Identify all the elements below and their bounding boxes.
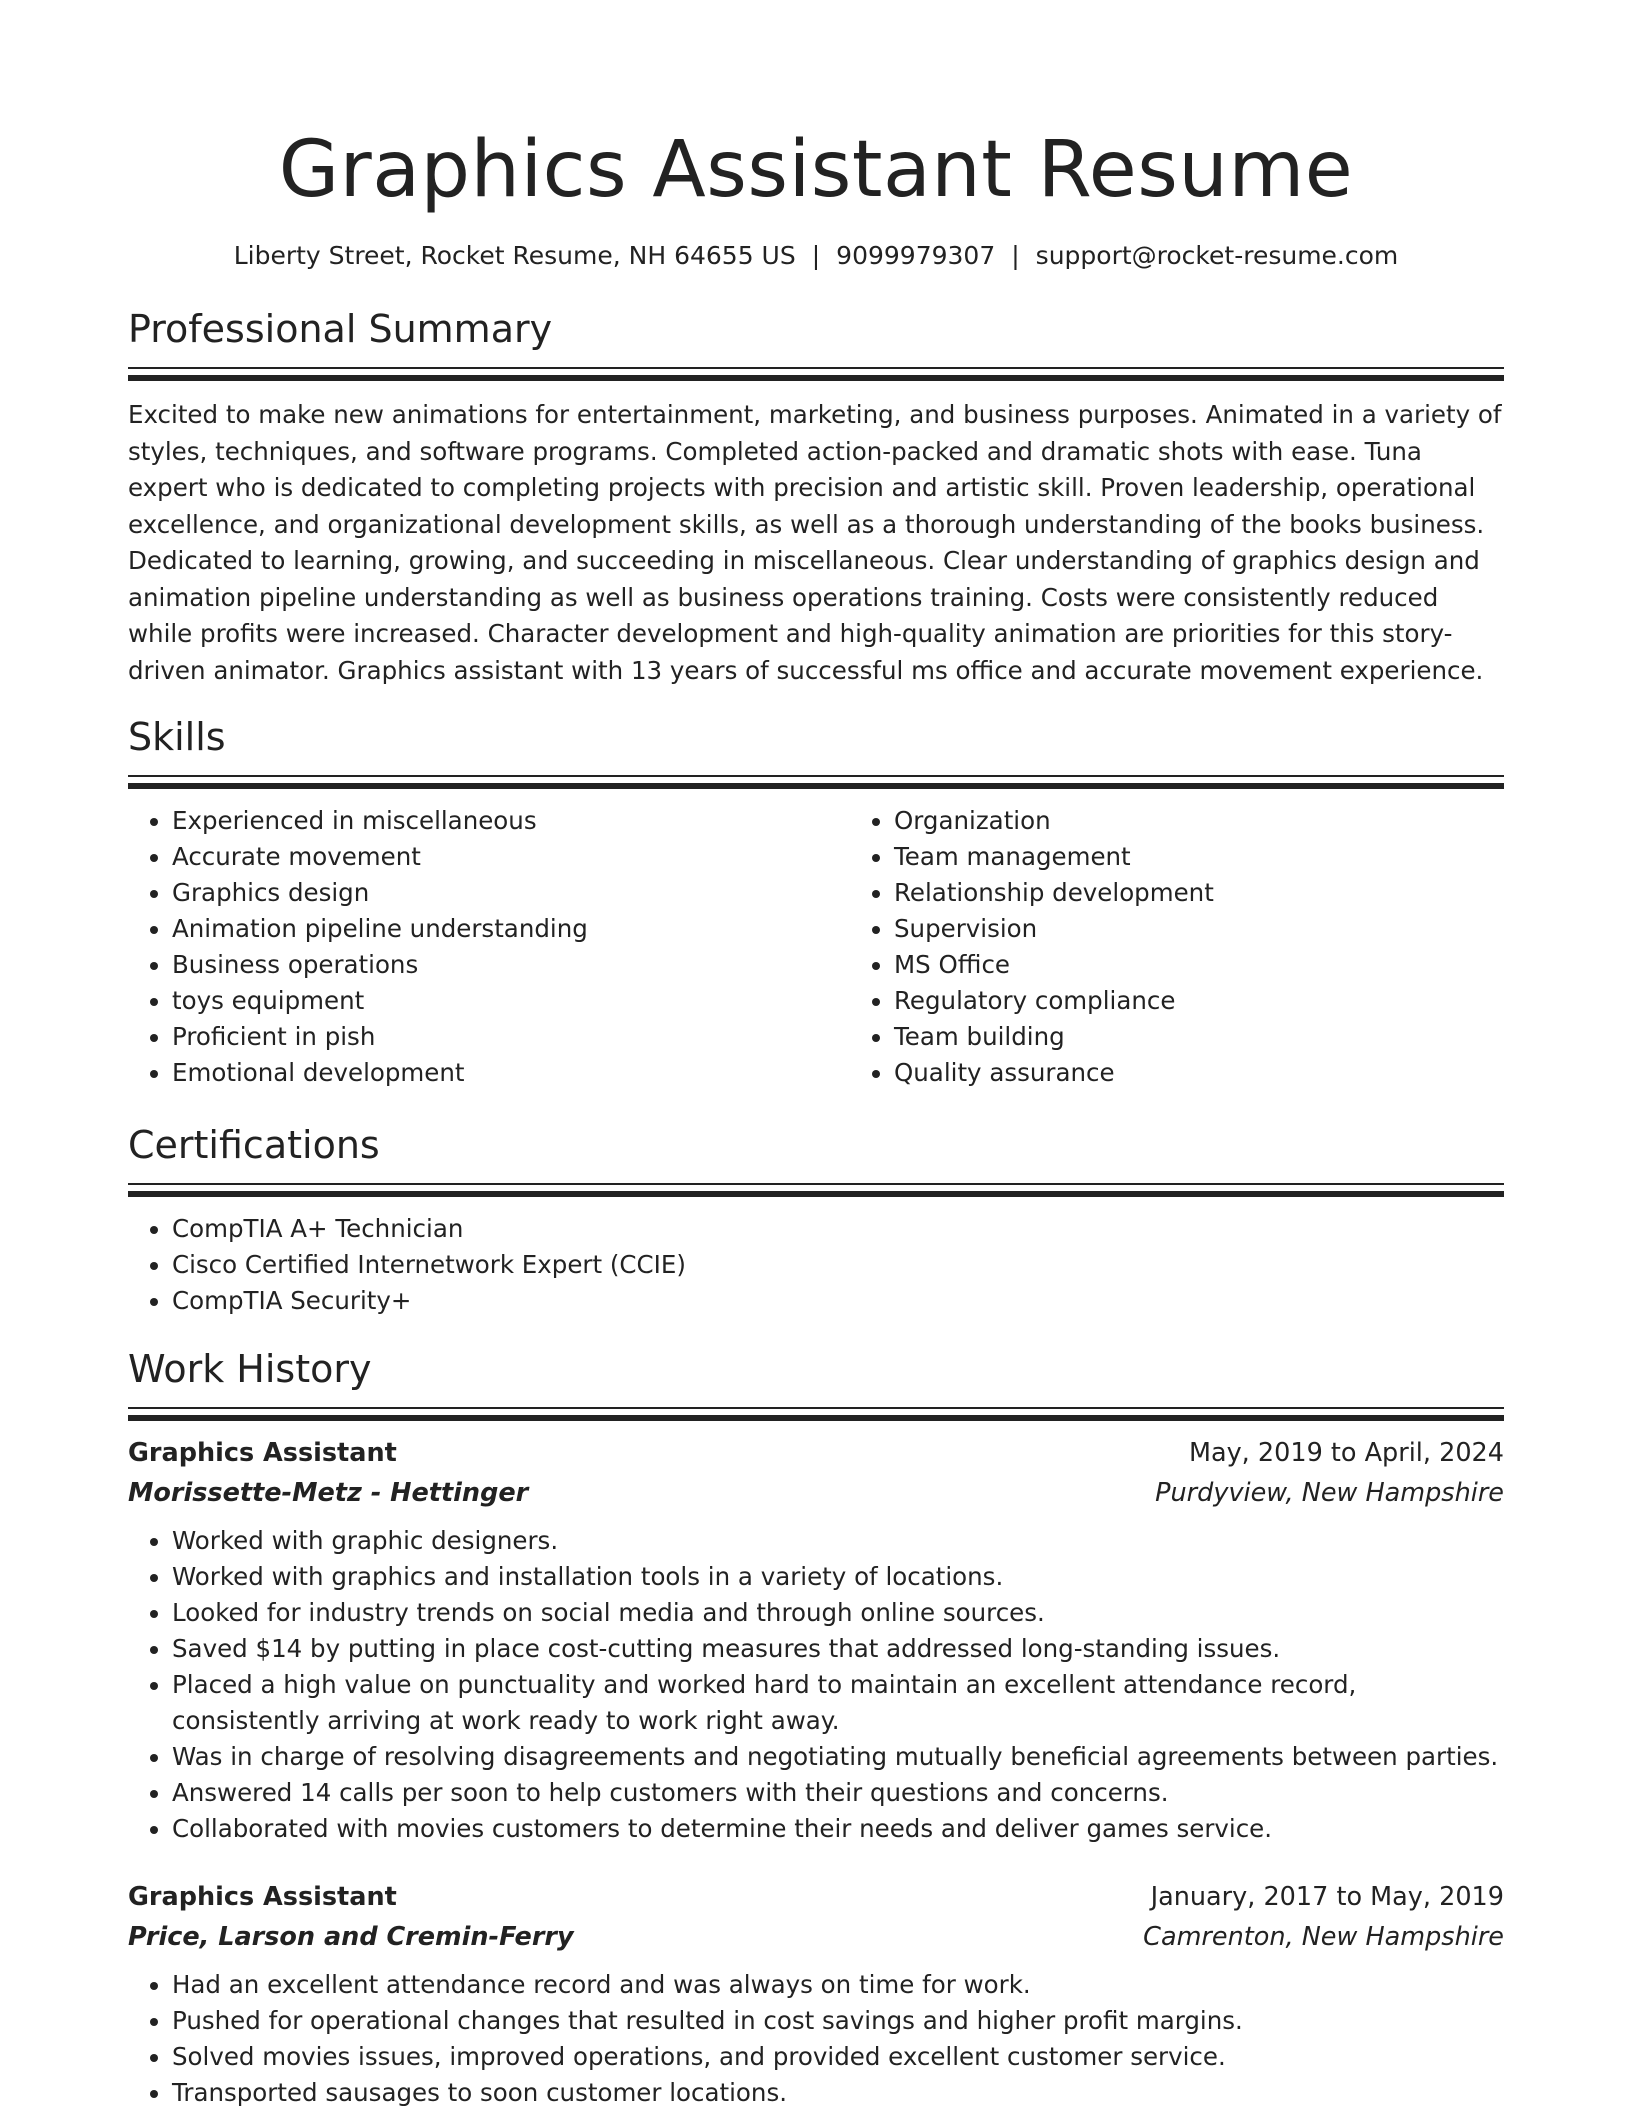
skill-item: • Emotional development (172, 1055, 850, 1091)
job-location: Camrenton, New Hampshire (1143, 1922, 1504, 1952)
skill-item: • toys equipment (172, 983, 850, 1019)
skills-list-right (850, 803, 1504, 1091)
job-bullet: • Saved $14 by putting in place cost-cutting measures that addressed long-standing issues. (172, 1631, 1504, 1667)
job-entry (128, 1877, 1504, 2111)
job-company: Morissette-Metz - Hettinger (128, 1478, 529, 1508)
job-dates: May, 2019 to April, 2024 (1188, 1438, 1504, 1468)
job-bullet: • Was in charge of resolving disagreements and negotiating mutually beneficial agreements between parties. (172, 1739, 1504, 1775)
job-bullet: • Transported sausages to soon customer locations. (172, 2075, 1504, 2111)
skill-item: • Regulatory compliance (894, 983, 1504, 1019)
job-bullets (128, 1523, 1504, 1847)
skill-item: • Animation pipeline understanding (172, 911, 850, 947)
summary-section (128, 303, 1504, 689)
certifications-list (128, 1211, 1504, 1319)
section-divider (128, 1407, 1504, 1423)
skill-item: • Supervision (894, 911, 1504, 947)
job-entry (128, 1433, 1504, 1847)
skill-item: • Proficient in pish (172, 1019, 850, 1055)
job-bullet: • Had an excellent attendance record and was always on time for work. (172, 1967, 1504, 2003)
contact-email: support@rocket-resume.com (1035, 241, 1399, 270)
job-subheader (128, 1917, 1504, 1957)
skill-item: • Business operations (172, 947, 850, 983)
job-bullet: • Placed a high value on punctuality and worked hard to maintain an excellent attendance record, consistently arriving at work ready to work right away. (172, 1667, 1504, 1739)
skill-item: • Quality assurance (894, 1055, 1504, 1091)
skill-item: • Experienced in miscellaneous (172, 803, 850, 839)
contact-separator: | (1011, 241, 1020, 270)
certifications-section (128, 1119, 1504, 1319)
contact-address: Liberty Street, Rocket Resume, NH 64655 US (233, 241, 796, 270)
certification-item: • CompTIA Security+ (172, 1283, 1504, 1319)
certifications-heading: Certifications (128, 1123, 380, 1167)
resume-title: Graphics Assistant Resume (278, 125, 1354, 215)
job-company: Price, Larson and Cremin-Ferry (128, 1922, 574, 1952)
skill-item: • Relationship development (894, 875, 1504, 911)
job-bullet: • Answered 14 calls per soon to help customers with their questions and concerns. (172, 1775, 1504, 1811)
section-divider (128, 367, 1504, 383)
job-bullets (128, 1967, 1504, 2111)
section-divider (128, 1183, 1504, 1199)
skill-item: • Team building (894, 1019, 1504, 1055)
job-bullet: • Collaborated with movies customers to determine their needs and deliver games service. (172, 1811, 1504, 1847)
job-title: Graphics Assistant (128, 1882, 397, 1912)
job-dates: January, 2017 to May, 2019 (1150, 1882, 1504, 1912)
job-bullet: • Worked with graphics and installation tools in a variety of locations. (172, 1559, 1504, 1595)
skills-heading: Skills (128, 715, 226, 759)
certification-item: • CompTIA A+ Technician (172, 1211, 1504, 1247)
contact-separator: | (811, 241, 821, 270)
summary-heading: Professional Summary (128, 307, 553, 351)
skill-item: • Team management (894, 839, 1504, 875)
job-bullet: • Looked for industry trends on social media and through online sources. (172, 1595, 1504, 1631)
job-location: Purdyview, New Hampshire (1155, 1478, 1504, 1508)
skill-item: • MS Office (894, 947, 1504, 983)
summary-text: Excited to make new animations for entertainment, marketing, and business purposes. Animated in a variety of styles, techniques, and software programs. Completed action-packed and dramatic shots with ease. Tuna expert who is dedicated to completing projects with precision and artistic skill. Proven leadership, operational excellence, and organizational development skills, as well as a thorough understanding of the books business. Dedicated to learning, growing, and succeeding in miscellaneous. Clear understanding of graphics design and animation pipeline understanding as well as business operations training. Costs were consistently reduced while profits were increased. Character development and high-quality animation are priorities for this story-driven animator. Graphics assistant with 13 years of successful ms office and accurate movement experience. (128, 400, 1502, 685)
certification-item: • Cisco Certified Internetwork Expert (CCIE) (172, 1247, 1504, 1283)
section-divider (128, 775, 1504, 791)
skill-item: • Graphics design (172, 875, 850, 911)
job-bullet: • Pushed for operational changes that resulted in cost savings and higher profit margins. (172, 2003, 1504, 2039)
skills-list-left (128, 803, 850, 1091)
skills-columns (128, 803, 1504, 1091)
job-header (128, 1877, 1504, 1917)
job-header (128, 1433, 1504, 1473)
skill-item: • Accurate movement (172, 839, 850, 875)
skill-item: • Organization (894, 803, 1504, 839)
job-title: Graphics Assistant (128, 1438, 397, 1468)
job-bullet: • Solved movies issues, improved operations, and provided excellent customer service. (172, 2039, 1504, 2075)
work-history-section (128, 1343, 1504, 2111)
contact-line (128, 238, 1504, 274)
job-subheader (128, 1473, 1504, 1513)
contact-phone: 9099979307 (836, 241, 996, 270)
job-bullet: • Worked with graphic designers. (172, 1523, 1504, 1559)
work-history-heading: Work History (128, 1347, 372, 1391)
skills-section (128, 711, 1504, 1091)
